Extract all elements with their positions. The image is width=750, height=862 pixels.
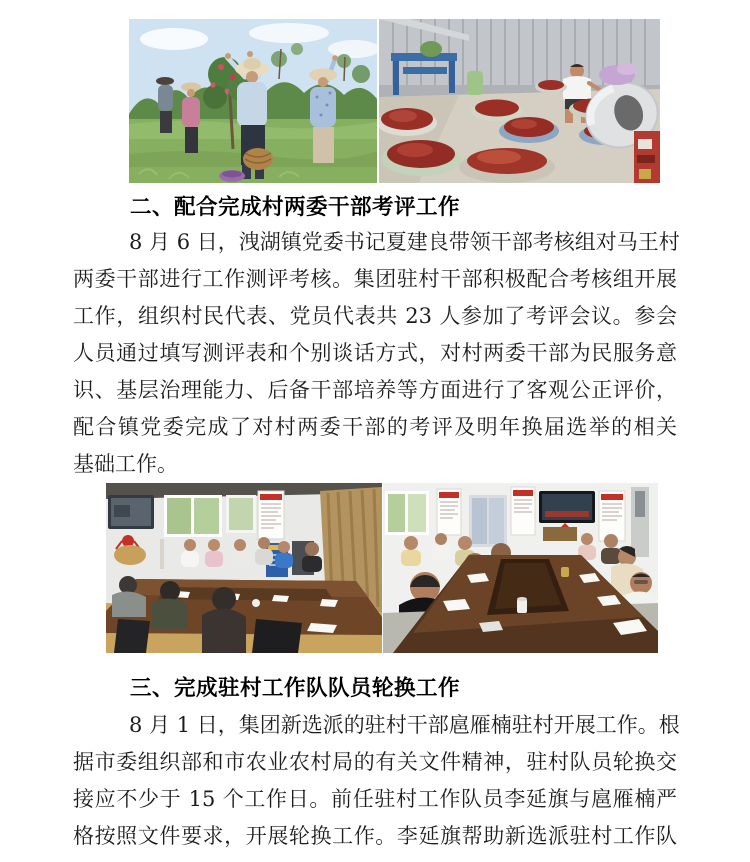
paragraph-line: 人员通过填写测评表和个别谈话方式，对村两委干部为民服务意	[73, 341, 677, 365]
paragraph-line: 工作，组织村民代表、党员代表共 23 人参加了考评会议。参会	[73, 304, 677, 328]
section-paragraph-2	[73, 707, 680, 855]
chili-pepper-drying-photo	[379, 19, 660, 183]
paragraph-line: 8 月 6 日，洩湖镇党委书记夏建良带领干部考核组对马王村	[129, 230, 680, 254]
photo-row-top	[129, 19, 660, 183]
section-heading-2: 二、配合完成村两委干部考评工作	[130, 195, 461, 219]
orchard-flower-picking-photo	[129, 19, 377, 183]
photo-row-middle	[106, 483, 658, 653]
meeting-room-right-photo	[383, 483, 658, 653]
meeting-room-left-photo	[106, 483, 382, 653]
section-heading-3: 三、完成驻村工作队队员轮换工作	[130, 676, 461, 700]
paragraph-line: 配合镇党委完成了对村两委干部的考评及明年换届选举的相关	[73, 415, 677, 439]
paragraph-line: 8 月 1 日，集团新选派的驻村干部扈雁楠驻村开展工作。根	[129, 713, 680, 737]
section-paragraph-1	[73, 224, 680, 483]
paragraph-line: 据市委组织部和市农业农村局的有关文件精神，驻村队员轮换交	[73, 750, 677, 774]
paragraph-line: 基础工作。	[73, 452, 178, 476]
paragraph-line: 两委干部进行工作测评考核。集团驻村干部积极配合考核组开展	[73, 267, 677, 291]
paragraph-line: 格按照文件要求，开展轮换工作。李延旗帮助新选派驻村工作队	[73, 824, 677, 848]
paragraph-line: 接应不少于 15 个工作日。前任驻村工作队员李延旗与扈雁楠严	[73, 787, 677, 811]
paragraph-line: 识、基层治理能力、后备干部培养等方面进行了客观公正评价，	[73, 378, 677, 402]
